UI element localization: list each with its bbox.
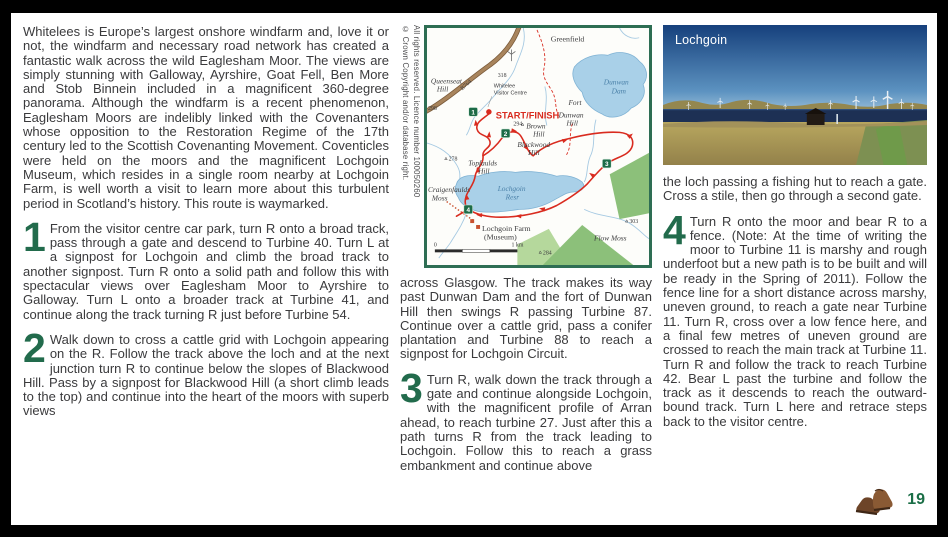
svg-text:Dunwan: Dunwan xyxy=(603,77,629,87)
svg-text:Fort: Fort xyxy=(568,98,582,108)
svg-text:Hill: Hill xyxy=(436,84,449,94)
svg-text:Hill: Hill xyxy=(533,129,545,139)
step-4-text: Turn R onto the moor and bear R to a fence. (Note: At the time of writing the moor to Turbine 11 is marshy and rough underfoot but a new path is to be built and will be ready in the Spring of 2011). Follow the fence line for a short distance across marshy, uneven ground, to reach a gate near Turbine 11. Turn R, cross over a low fence here, and a final few metres of uneven ground are crossed to reach the main track at Turbine 11. Turn R and follow the track to reach Turbine 42. Bear L past the turbine and follow the track as it descends to reach the outward-bound track. Turn L here and retrace steps back to the visitor centre. xyxy=(663,213,927,429)
step-3 xyxy=(400,364,652,473)
step-2-number: 2 xyxy=(23,324,45,371)
hiking-boots-icon xyxy=(853,485,897,515)
start-dot xyxy=(486,109,492,114)
map-label-greenfield: Greenfield xyxy=(550,34,585,44)
svg-text:4: 4 xyxy=(466,206,471,214)
svg-text:318: 318 xyxy=(497,72,507,79)
step-3-continuation: the loch passing a fishing hut to reach a gate. Cross a stile, then go through a second gate. xyxy=(663,174,927,204)
svg-text:Hill: Hill xyxy=(528,147,540,157)
svg-text:Whitelee: Whitelee xyxy=(493,83,516,90)
svg-text:Queenseat: Queenseat xyxy=(430,76,462,86)
svg-text:Brown: Brown xyxy=(526,121,546,131)
svg-text:(Museum): (Museum) xyxy=(483,232,517,242)
svg-text:284: 284 xyxy=(542,250,552,257)
lochgoin-photo xyxy=(663,25,927,165)
step-3-text: Turn R, walk down the track through a gate and continue alongside Lochgoin, with the magnificent profile of Arran ahead, to reach turbine 27. Just after this a path turns R from the track leading to Lochgoin. Follow this to reach a grass embankment and continue above xyxy=(400,371,652,473)
svg-text:Moss: Moss xyxy=(431,193,448,203)
svg-text:2: 2 xyxy=(503,130,508,138)
svg-text:303: 303 xyxy=(629,219,639,226)
svg-text:1 km: 1 km xyxy=(511,242,524,249)
photo-caption: Lochgoin xyxy=(675,33,728,47)
map-frame xyxy=(424,25,652,268)
svg-text:Blackwood: Blackwood xyxy=(517,140,551,149)
svg-text:Resr: Resr xyxy=(505,192,520,202)
map-marker-4 xyxy=(464,205,473,214)
step-4-number: 4 xyxy=(663,206,685,253)
svg-text:Craigenfaulds: Craigenfaulds xyxy=(427,184,471,194)
book-page xyxy=(11,13,937,525)
map-marker-3 xyxy=(602,159,611,168)
svg-text:Dunwan: Dunwan xyxy=(558,110,584,120)
map-marker-1 xyxy=(469,107,478,116)
svg-text:Hill: Hill xyxy=(478,166,490,176)
route-map xyxy=(400,25,652,268)
step-2-text: Walk down to cross a cattle grid with Lochgoin appearing on the R. Follow the track above the loch and at the next junction turn R to continue below the slopes of Blackwood Hill. Pass by a signpost for Blackwood Hill (a short climb leads to the top) and continue into the heart of the moors with superb views xyxy=(23,331,389,419)
map-canvas xyxy=(427,28,649,265)
map-start-finish: START/FINISH xyxy=(495,110,560,121)
step-2 xyxy=(23,324,389,419)
svg-text:294: 294 xyxy=(513,121,523,128)
page-number: 19 xyxy=(907,491,925,508)
svg-text:298: 298 xyxy=(427,105,437,112)
step-1-number: 1 xyxy=(23,213,45,260)
map-copyright-line2: All rights reserved. Licence number 100050260 xyxy=(412,25,421,198)
svg-text:0: 0 xyxy=(433,242,437,249)
map-road-label: B764 xyxy=(459,78,474,92)
step-4 xyxy=(663,206,927,429)
right-column xyxy=(663,25,927,517)
svg-text:Topfaulds: Topfaulds xyxy=(468,158,498,168)
intro-paragraph: Whitelees is Europe’s largest onshore windfarm and, love it or not, the windfarm and necessary road network has created a fantastic walk across the wild Eaglesham Moor. The views are simply stunning with Galloway, Ayrshire, Goat Fell, Ben More and Stob Binnein included in a magnificent 360-degree panorama. Although the windfarm is a recent phenomenon, Eaglesham Moors are indelibly linked with the Covenanters whose opposition to the Restoration Regime of the 17th century led to the Scottish Covenanting Movement. Coventicles were held on the moors and the magnificent Lochgoin Museum, which resides in a single room nearby at Lochgoin Farm, is well worth a visit to learn more about this turbulent period in Scotland’s history. This route is waymarked. xyxy=(23,24,389,211)
svg-text:Hill: Hill xyxy=(566,118,578,128)
svg-text:Dam: Dam xyxy=(611,86,626,96)
map-copyright-line1: © Crown Copyright and/or database right. xyxy=(401,25,410,181)
svg-text:1: 1 xyxy=(471,109,475,117)
svg-text:Flow Moss: Flow Moss xyxy=(593,233,627,243)
svg-text:Visitor Centre: Visitor Centre xyxy=(493,90,527,97)
svg-text:3: 3 xyxy=(604,161,609,169)
svg-text:278: 278 xyxy=(448,156,458,163)
page-footer xyxy=(663,481,927,517)
map-copyright xyxy=(400,25,424,268)
middle-column xyxy=(400,25,652,517)
map-label-farm: Lochgoin Farm xyxy=(482,223,531,233)
map-marker-2 xyxy=(501,129,510,138)
svg-text:Lochgoin: Lochgoin xyxy=(497,183,526,193)
step-2-continuation: across Glasgow. The track makes its way past Dunwan Dam and the fort of Dunwan Hill then swings R passing Turbine 87. Continue over a cattle grid, pass a conifer plantation and Turbine 88 to reach a signpost for Lochgoin Circuit. xyxy=(400,275,652,362)
step-1-text: From the visitor centre car park, turn R onto a broad track, pass through a gate and descend to Turbine 40. Turn L at a signpost for Lochgoin and climb the broad track to another signpost. Turn R onto a solid path and follow this with spectacular views over Eaglesham Moor to Ayrshire to Galloway. Turn L onto a broader track at Turbine 41, and continue along the track turning R just before Turbine 54. xyxy=(23,220,389,322)
step-3-number: 3 xyxy=(400,364,422,411)
step-1 xyxy=(23,213,389,322)
left-column xyxy=(23,25,389,517)
